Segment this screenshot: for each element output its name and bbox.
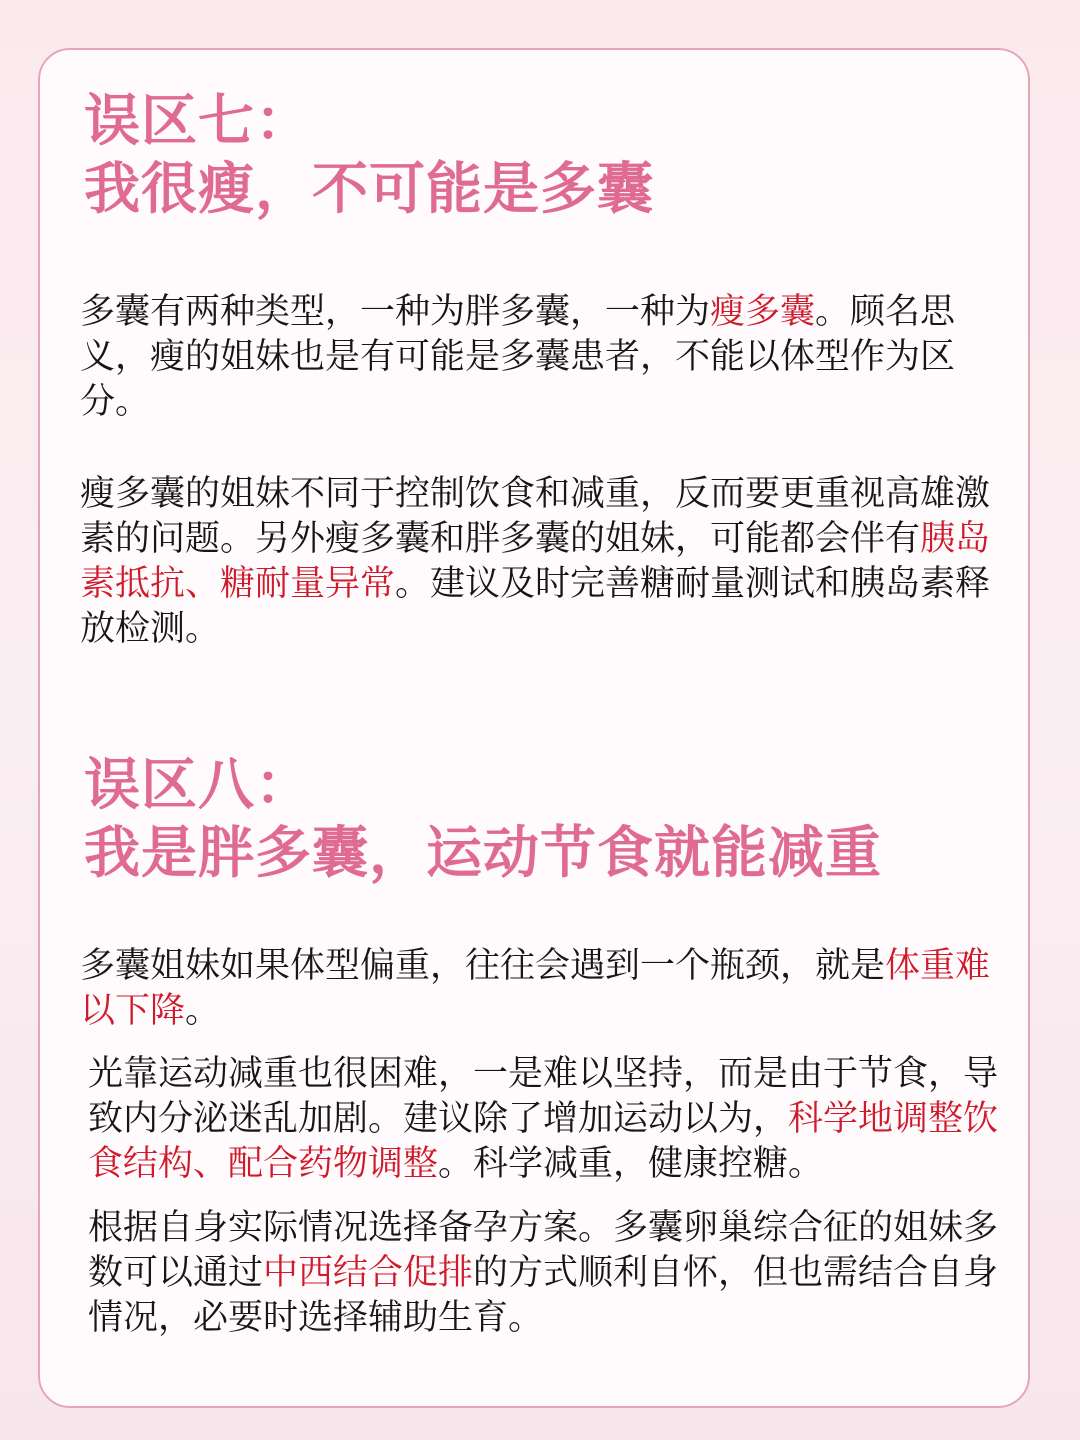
content-card [38, 48, 1030, 1408]
text: 。科学减重，健康控糖。 [438, 1144, 824, 1184]
section8-title-line2: 我是胖多囊，运动节食就能减重 [84, 821, 882, 886]
section8-paragraph-3 [88, 1206, 1008, 1341]
highlight-text: 科学地调整饮食结构、配合药物调整 [88, 1099, 999, 1184]
highlight-text: 中西结合促排 [263, 1253, 474, 1293]
section7-title-line2: 我很瘦，不可能是多囊 [84, 157, 654, 222]
text: 光靠运动减重也很困难，一是难以坚持，而是由于节食，导致内分泌迷乱加剧。建议除了增加运动以为， [88, 1054, 999, 1139]
section7-paragraph-1 [80, 290, 1000, 425]
text: 多囊姐妹如果体型偏重，往往会遇到一个瓶颈，就是 [80, 946, 886, 986]
text: 的方式顺利自怀，但也需结合自身情况，必要时选择辅助生育。 [88, 1253, 999, 1338]
highlight-text: 胰岛素抵抗、糖耐量异常 [80, 519, 991, 604]
text: 瘦多囊的姐妹不同于控制饮食和减重，反而要更重视高雄激素的问题。另外瘦多囊和胖多囊的姐妹，可能都会伴有 [80, 474, 991, 559]
section8-title [84, 752, 882, 888]
highlight-text: 瘦多囊 [710, 292, 816, 332]
section7-title-line1: 误区七： [84, 89, 312, 154]
text: 。 [185, 991, 221, 1031]
section7-paragraph-2 [80, 472, 1000, 652]
section8-paragraph-2 [88, 1052, 1008, 1187]
text: 多囊有两种类型，一种为胖多囊，一种为 [80, 292, 711, 332]
section8-title-line1: 误区八： [84, 753, 312, 818]
section8-paragraph-1 [80, 944, 1000, 1034]
highlight-text: 体重难以下降 [80, 946, 991, 1031]
text: 。顾名思义，瘦的姐妹也是有可能是多囊患者，不能以体型作为区分。 [80, 292, 956, 422]
text: 。建议及时完善糖耐量测试和胰岛素释放检测。 [80, 564, 991, 649]
section7-title [84, 88, 654, 224]
text: 根据自身实际情况选择备孕方案。多囊卵巢综合征的姐妹多数可以通过 [88, 1208, 999, 1293]
